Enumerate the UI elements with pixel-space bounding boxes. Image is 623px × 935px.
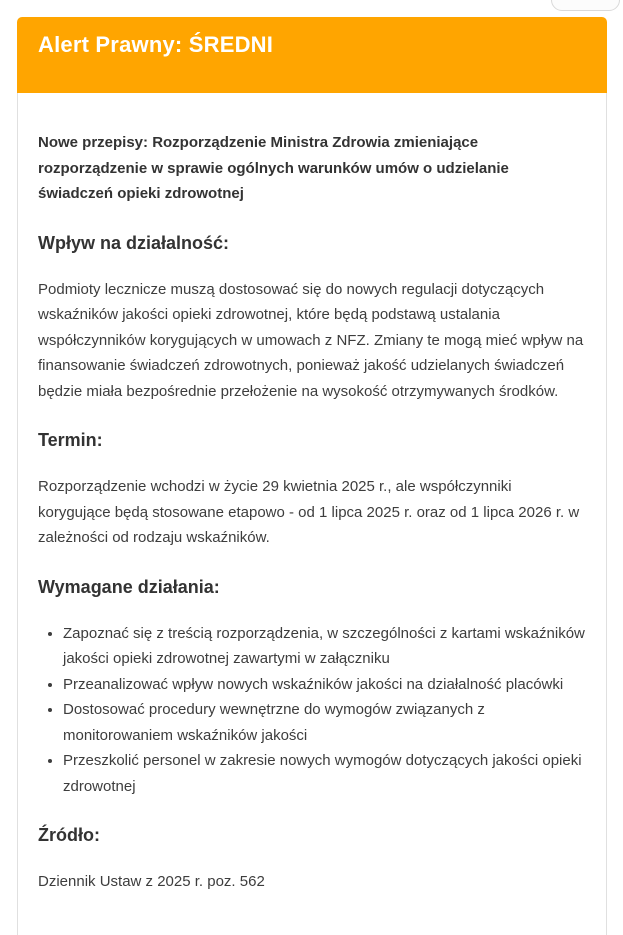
impact-paragraph: Podmioty lecznicze muszą dostosować się do nowych regulacji dotyczących wskaźników jakości opieki zdrowotnej, które będą podstawą ustalania współczynników korygujących w umowach z NFZ. Zmiany te mogą mieć wpływ na finansowanie świadczeń zdrowotnych, ponieważ jakość udzielanych świadczeń będzie miała bezpośrednie przełożenie na wysokość otrzymywanych środków. bbox=[38, 280, 584, 400]
source-heading: Źródło: bbox=[38, 825, 100, 845]
list-item: • Zapoznać się z treścią rozporządzenia, w szczególności z kartami wskaźników jakości opieki zdrowotnej zawartymi w załączniku bbox=[63, 621, 586, 672]
actions-list bbox=[38, 621, 586, 800]
alert-body bbox=[17, 93, 607, 935]
truncated-pill-element bbox=[551, 0, 620, 11]
deadline-paragraph: Rozporządzenie wchodzi w życie 29 kwietnia 2025 r., ale współczynniki korygujące będą stosowane etapowo - od 1 lipca 2025 r. oraz od 1 lipca 2026 r. w zależności od rodzaju wskaźników. bbox=[38, 478, 580, 546]
alert-title: Alert Prawny: ŚREDNI bbox=[38, 32, 274, 57]
alert-card bbox=[17, 17, 607, 935]
alert-banner bbox=[17, 17, 607, 93]
source-paragraph: Dziennik Ustaw z 2025 r. poz. 562 bbox=[38, 873, 265, 890]
intro-paragraph: Nowe przepisy: Rozporządzenie Ministra Zdrowia zmieniające rozporządzenie w sprawie ogólnych warunków umów o udzielanie świadczeń opieki zdrowotnej bbox=[38, 134, 509, 202]
impact-heading: Wpływ na działalność: bbox=[38, 232, 230, 253]
actions-heading: Wymagane działania: bbox=[38, 576, 220, 597]
list-item: • Przeszkolić personel w zakresie nowych wymogów dotyczących jakości opieki zdrowotnej bbox=[63, 748, 586, 799]
list-item: • Przeanalizować wpływ nowych wskaźników jakości na działalność placówki bbox=[63, 672, 586, 698]
list-item: • Dostosować procedury wewnętrzne do wymogów związanych z monitorowaniem wskaźników jakości bbox=[63, 697, 586, 748]
deadline-heading: Termin: bbox=[38, 430, 103, 450]
